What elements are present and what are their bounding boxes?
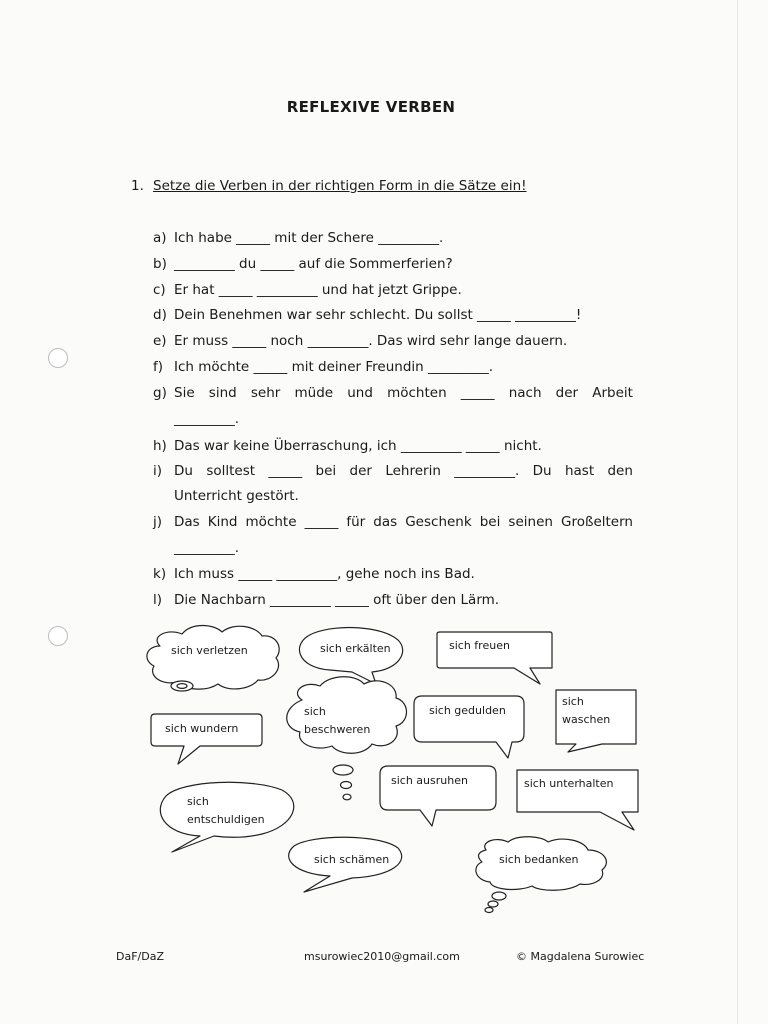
bubble-label-ausruhen: sich ausruhen — [391, 774, 468, 787]
item-text: Ich muss _____ _________, gehe noch ins Bad. — [174, 566, 475, 582]
word: für — [346, 514, 366, 530]
bubble-label-entschuldigen: sich entschuldigen — [187, 795, 265, 826]
item-text: Er muss _____ noch _________. Das wird sehr lange dauern. — [174, 333, 568, 349]
word: Geschenk — [405, 514, 472, 530]
footer-email: msurowiec2010@gmail.com — [304, 950, 460, 963]
item-text: Die Nachbarn _________ _____ oft über den Lärm. — [174, 592, 500, 608]
word: Du — [532, 463, 552, 479]
item-label: g) — [153, 385, 167, 401]
bubble-label-erkaelten: sich erkälten — [320, 642, 391, 655]
thought-dot — [341, 782, 352, 789]
bubble-label-unterhalten: sich unterhalten — [524, 777, 614, 790]
bubble-label-beschweren: sich beschweren — [304, 705, 371, 736]
word: der — [349, 463, 372, 479]
word: Großeltern — [560, 514, 633, 530]
thought-dot — [485, 908, 493, 913]
word: seinen — [508, 514, 553, 530]
word: _________. — [454, 463, 520, 479]
thought-dot — [488, 901, 498, 907]
thought-dot — [343, 794, 351, 800]
item-text: Er hat _____ _________ und hat jetzt Grippe. — [174, 282, 462, 298]
item-label: d) — [153, 307, 167, 323]
word: möchte — [245, 514, 297, 530]
item-text: Das war keine Überraschung, ich _________ _____ nicht. — [174, 438, 542, 454]
word: und — [347, 385, 373, 401]
item-line-2: _________. — [174, 540, 240, 556]
item-text: Ich habe _____ mit der Schere _________. — [174, 230, 444, 246]
bubble-label-freuen: sich freuen — [449, 639, 510, 652]
item-line-2: _________. — [174, 411, 240, 427]
bubble-label-waschen: sich waschen — [562, 695, 611, 726]
word: müde — [294, 385, 334, 401]
item-label: k) — [153, 566, 167, 582]
word: bei — [479, 514, 501, 530]
word: Sie — [174, 385, 195, 401]
bubble-label-bedanken: sich bedanken — [499, 853, 579, 866]
item-label: h) — [153, 438, 167, 454]
thought-dot — [177, 684, 187, 689]
item-label: j) — [153, 514, 163, 530]
instruction-number: 1. — [131, 178, 144, 194]
bubble-label-verletzen: sich verletzen — [171, 644, 248, 657]
bubble-label-schaemen: sich schämen — [314, 853, 390, 866]
word: solltest — [206, 463, 256, 479]
thought-dot — [333, 765, 353, 775]
word: sehr — [250, 385, 281, 401]
item-line-2: Unterricht gestört. — [174, 488, 299, 504]
word: Du — [174, 463, 193, 479]
word: _____ — [460, 385, 495, 401]
word: _____ — [268, 463, 303, 479]
word: bei — [315, 463, 337, 479]
item-text: Ich möchte _____ mit deiner Freundin _________. — [174, 359, 494, 375]
instruction-text: Setze die Verben in der richtigen Form in die Sätze ein! — [153, 178, 527, 194]
word: Arbeit — [592, 385, 633, 401]
item-label: f) — [153, 359, 164, 375]
thought-dot — [492, 892, 506, 900]
word: _____ — [304, 514, 339, 530]
item-label: l) — [153, 592, 163, 608]
item-text: _________ du _____ auf die Sommerferien? — [174, 256, 453, 272]
item-label: b) — [153, 256, 167, 272]
word: der — [555, 385, 579, 401]
word: den — [607, 463, 633, 479]
word: sind — [208, 385, 237, 401]
bubble-label-gedulden: sich gedulden — [429, 704, 506, 717]
word: Lehrerin — [385, 463, 441, 479]
word: Kind — [207, 514, 238, 530]
item-label: i) — [153, 463, 163, 479]
item-label: a) — [153, 230, 167, 246]
word: möchten — [387, 385, 447, 401]
item-label: e) — [153, 333, 167, 349]
word: das — [373, 514, 398, 530]
bubble-label-wundern: sich wundern — [165, 722, 239, 735]
word: nach — [508, 385, 542, 401]
page-title: REFLEXIVE VERBEN — [286, 98, 456, 116]
word: hast — [564, 463, 595, 479]
item-text: Dein Benehmen war sehr schlecht. Du sollst _____ _________! — [174, 307, 582, 323]
footer-left: DaF/DaZ — [116, 950, 164, 963]
item-label: c) — [153, 282, 166, 298]
footer-copyright: © Magdalena Surowiec — [516, 950, 645, 963]
word: Das — [174, 514, 200, 530]
